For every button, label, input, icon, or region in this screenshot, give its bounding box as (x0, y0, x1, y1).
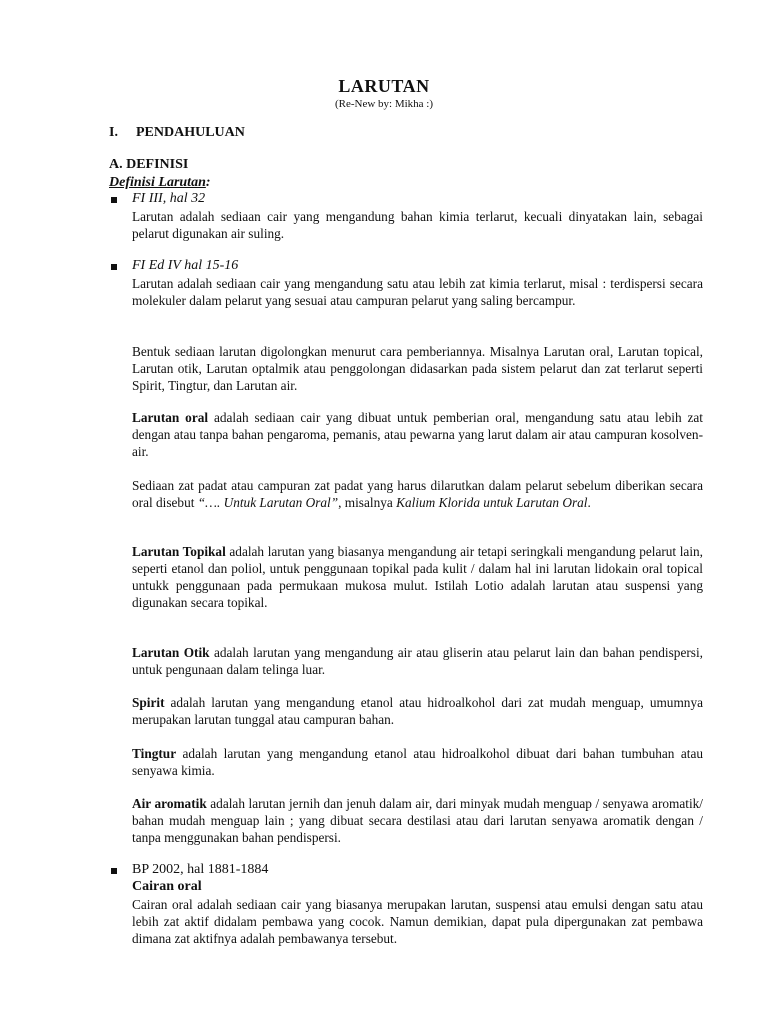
definition-label (109, 175, 211, 191)
bullet-icon (111, 264, 117, 270)
section-number: I. (109, 125, 118, 140)
paragraph-cairan-oral: Cairan oral adalah sediaan cair yang biasanya merupakan larutan, suspensi atau emulsi dengan satu atau lebih zat aktif didalam pembawa yang cocok. Namun demikian, dapat pula dipergunakan zat pembawa dimana zat aktifnya adalah pembawanya tersebut. (132, 897, 703, 946)
source-ref-fi3: FI III, hal 32 (132, 191, 206, 206)
text-solid-italic-1: “…. Untuk Larutan Oral” (197, 495, 339, 510)
text-spirit: adalah larutan yang mengandung etanol atau hidroalkohol dari zat mudah menguap, umumnya merupakan larutan tunggal atau campuran bahan. (132, 695, 703, 727)
document-title: LARUTAN (338, 76, 430, 96)
bullet-icon (111, 197, 117, 203)
text-solid-italic-2: Kalium Klorida untuk Larutan Oral (396, 495, 588, 510)
text-tingtur: adalah larutan yang mengandung etanol atau hidroalkohol dibuat dari bahan tumbuhan atau senyawa kimia. (132, 746, 703, 778)
term-tingtur: Tingtur (132, 746, 177, 761)
subhead-cairan-oral: Cairan oral (132, 879, 202, 894)
section-heading (109, 125, 245, 141)
source-ref-bp2002: BP 2002, hal 1881-1884 (132, 862, 269, 877)
term-larutan-topikal: Larutan Topikal (132, 544, 226, 559)
text-larutan-topikal: adalah larutan yang biasanya mengandung air tetapi seringkali mengandung pelarut lain, seperti etanol dan poliol, untuk penggunaan topikal pada kulit / dalam hal ini larutan lidokain oral topical untukk penggunaan pada permukaan mukosa mulut. Istilah Lotio adalah larutan atau suspensi yang digunakan secara topikal. (132, 544, 703, 610)
term-air-aromatik: Air aromatik (132, 796, 207, 811)
paragraph-larutan-oral (132, 409, 703, 460)
section-title: PENDAHULUAN (136, 125, 245, 140)
term-larutan-oral: Larutan oral (132, 410, 209, 425)
subsection-heading: A. DEFINISI (109, 157, 189, 172)
paragraph-larutan-otik (132, 644, 703, 678)
paragraph-fi4-definition: Larutan adalah sediaan cair yang mengandung satu atau lebih zat kimia terlarut, misal : terdispersi secara molekuler dalam pelarut yang sesuai atau campuran pelarut yang saling bercampur. (132, 276, 703, 308)
text-solid-b: , misalnya (338, 495, 397, 510)
paragraph-air-aromatik (132, 795, 703, 846)
bullet-icon (111, 868, 117, 874)
document-subtitle: (Re-New by: Mikha :) (334, 98, 434, 110)
text-solid-a: Sediaan zat padat atau campuran zat padat yang harus dilarutkan dalam pelarut sebelum diberikan secara oral disebut (132, 478, 703, 510)
text-larutan-otik: adalah larutan yang mengandung air atau gliserin atau pelarut lain dan bahan pendispersi, untuk pengunaan dalam telinga luar. (132, 645, 703, 677)
paragraph-fi3-definition: Larutan adalah sediaan cair yang mengandung bahan kimia terlarut, kecuali dinyatakan lain, sebagai pelarut digunakan air suling. (132, 209, 703, 241)
paragraph-tingtur (132, 745, 703, 779)
source-ref-fi4: FI Ed IV hal 15-16 (132, 258, 239, 273)
definition-label-text: Definisi Larutan (109, 175, 206, 190)
definition-label-colon: : (205, 175, 211, 190)
paragraph-dosage-forms: Bentuk sediaan larutan digolongkan menurut cara pemberiannya. Misalnya Larutan oral, Larutan topical, Larutan otik, Larutan optalmik atau penggolongan didasarkan pada sistem pelarut dan zat terlarut seperti Spirit, Tingtur, dan Larutan air. (132, 344, 703, 393)
text-air-aromatik: adalah larutan jernih dan jenuh dalam air, dari minyak mudah menguap / senyawa aromatik/ bahan mudah menguap lain ; yang dibuat secara destilasi atau dari larutan senyawa aromatik dengan / tanpa menggunakan bahan pendispersi. (132, 796, 703, 845)
term-larutan-otik: Larutan Otik (132, 645, 210, 660)
paragraph-solid-for-oral (132, 477, 703, 511)
term-spirit: Spirit (132, 695, 165, 710)
paragraph-larutan-topikal (132, 543, 703, 611)
text-larutan-oral: adalah sediaan cair yang dibuat untuk pemberian oral, mengandung satu atau lebih zat dengan atau tanpa bahan pengaroma, pemanis, atau pewarna yang larut dalam air atau campuran kosolven-air. (132, 410, 703, 459)
text-solid-c: . (587, 495, 591, 510)
paragraph-spirit (132, 694, 703, 728)
